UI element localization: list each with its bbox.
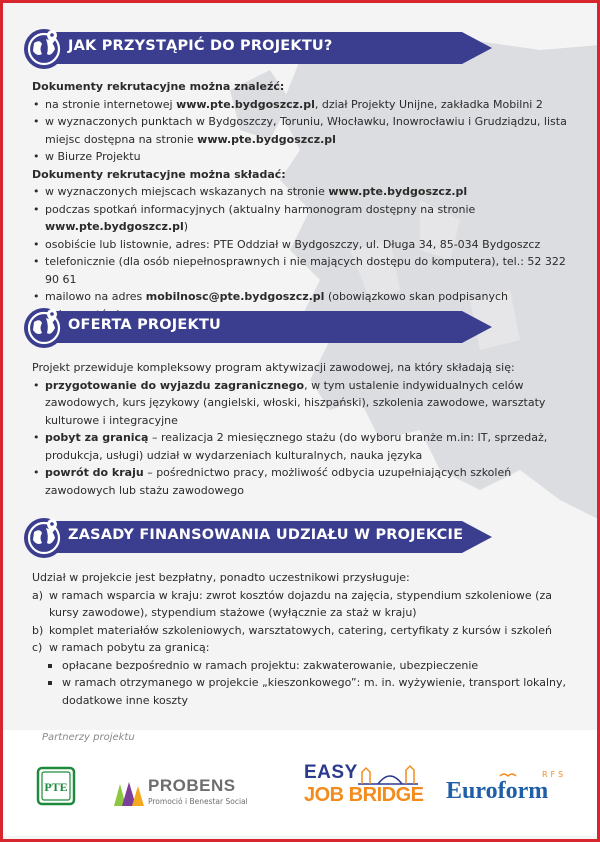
pte-logo-text: PTE bbox=[44, 780, 68, 794]
list-item: a) w ramach wsparcia w kraju: zwrot kosztów dojazdu na zajęcia, stypendium szkoleniowe (za kursy zawodowe), stypendium stażowe (wyłącznie za staż w kraju) bbox=[32, 588, 552, 619]
list-item: • w wyznaczonych punktach w Bydgoszczy, Toruniu, Włocławku, Inowrocławiu i Grudziądzu, lista miejsc dostępna na stronie www.pte.bydgoszcz.pl bbox=[32, 113, 580, 148]
probens-logo bbox=[112, 776, 248, 812]
list-item: • na stronie internetowej www.pte.bydgoszcz.pl, dział Projekty Unijne, zakładka Mobilni 2 bbox=[32, 96, 580, 114]
list-marker: c) bbox=[32, 641, 43, 654]
finance-intro: Udział w projekcie jest bezpłatny, ponadto uczestnikowi przysługuje: bbox=[32, 571, 410, 584]
offer-list bbox=[32, 377, 580, 500]
list-item: • w Biurze Projektu bbox=[32, 148, 580, 166]
section3-banner bbox=[22, 516, 492, 558]
globe-location-icon bbox=[22, 306, 66, 350]
list-item: • w wyznaczonych miejscach wskazanych na stronie www.pte.bydgoszcz.pl bbox=[32, 183, 580, 201]
find-list bbox=[32, 96, 580, 166]
finance-sublist bbox=[32, 657, 580, 710]
website-link[interactable]: www.pte.bydgoszcz.pl bbox=[197, 132, 336, 146]
list-item: • podczas spotkań informacyjnych (aktualny harmonogram dostępny na stronie www.pte.bydgoszcz.pl) bbox=[32, 201, 580, 236]
euroform-subtitle: RFS bbox=[542, 770, 567, 779]
section2-title: OFERTA PROJEKTU bbox=[68, 317, 222, 333]
section2-banner bbox=[22, 306, 492, 348]
partners-label: Partnerzy projektu bbox=[42, 732, 135, 743]
ejb-bottom-text: JOB BRIDGE bbox=[304, 784, 424, 806]
euroform-name: Euroform bbox=[446, 778, 549, 804]
ejb-top-text: EASY bbox=[304, 762, 358, 783]
globe-location-icon bbox=[22, 516, 66, 560]
find-heading: Dokumenty rekrutacyjne można znaleźć: bbox=[32, 80, 285, 93]
probens-name: PROBENS bbox=[148, 776, 236, 795]
easy-job-bridge-logo bbox=[304, 762, 424, 812]
offer-intro: Projekt przewiduje kompleksowy program aktywizacji zawodowej, na który składają się: bbox=[32, 361, 515, 374]
section1-content bbox=[32, 78, 580, 323]
sub-list-item: w ramach otrzymanego w projekcie „kieszonkowego”: m. in. wyżywienie, transport lokalny, dodatkowe inne koszty bbox=[32, 674, 580, 709]
section3-content bbox=[32, 569, 580, 709]
list-item: • osobiście lub listownie, adres: PTE Oddział w Bydgoszczy, ul. Długa 34, 85-034 Bydgoszcz bbox=[32, 236, 580, 254]
section1-title: JAK PRZYSTĄPIĆ DO PROJEKTU? bbox=[68, 38, 333, 54]
list-marker: b) bbox=[32, 623, 44, 637]
website-link[interactable]: www.pte.bydgoszcz.pl bbox=[45, 220, 184, 233]
probens-logo-mark bbox=[112, 778, 146, 808]
euroform-logo bbox=[446, 770, 576, 812]
section3-title: ZASADY FINANSOWANIA UDZIAŁU W PROJEKCIE bbox=[68, 527, 464, 543]
pte-logo bbox=[36, 766, 76, 806]
submit-list bbox=[32, 183, 580, 323]
section1-banner bbox=[22, 27, 492, 69]
list-item: c) w ramach pobytu za granicą: opłacane bezpośrednio w ramach projektu: zakwaterowanie, ubezpieczenie w ramach otrzymanego w projekcie „kieszonkowego”: m. in. wyżywienie, transport lokalny, dodatkowe inne koszty bbox=[32, 639, 580, 709]
list-item: b) komplet materiałów szkoleniowych, warsztatowych, catering, certyfikaty z kursów i szkoleń bbox=[32, 622, 580, 640]
list-marker: a) bbox=[32, 588, 44, 602]
submit-heading: Dokumenty rekrutacyjne można składać: bbox=[32, 167, 286, 181]
list-item: • pobyt za granicą – realizacja 2 miesięcznego stażu (do wyboru branże m.in: IT, sprzedaż, produkcja, usługi) udział w wydarzeniach kulturalnych, nauka języka bbox=[32, 429, 580, 464]
globe-location-icon bbox=[22, 27, 66, 71]
sub-list-item: opłacane bezpośrednio w ramach projektu: zakwaterowanie, ubezpieczenie bbox=[32, 657, 580, 675]
finance-list bbox=[32, 587, 580, 710]
list-item: • mailowo na adres mobilnosc@pte.bydgoszcz.pl (obowiązkowo skan podpisanych bbox=[32, 288, 580, 323]
email-link[interactable]: mobilnosc@pte.bydgoszcz.pl bbox=[145, 290, 325, 303]
bridge-skyline-icon bbox=[358, 764, 418, 786]
list-item: • telefonicznie (dla osób niepełnosprawnych i nie mających dostępu do komputera), tel.: 52 322 90 61 bbox=[32, 253, 580, 288]
list-item: • powrót do kraju – pośrednictwo pracy, możliwość odbycia uzupełniających szkoleń zawodowych lub stażu zawodowego bbox=[32, 464, 580, 499]
list-item: • przygotowanie do wyjazdu zagranicznego, w tym ustalenie indywidualnych celów zawodowych, kurs językowy (angielski, włoski, hiszpański), szkolenia zawodowe, warsztaty kulturowe i integracyjne bbox=[32, 377, 580, 430]
website-link[interactable]: www.pte.bydgoszcz.pl bbox=[328, 185, 468, 198]
section2-content bbox=[32, 359, 580, 499]
probens-subtitle: Promoció i Benestar Social bbox=[148, 797, 248, 806]
website-link[interactable]: www.pte.bydgoszcz.pl bbox=[176, 97, 315, 111]
